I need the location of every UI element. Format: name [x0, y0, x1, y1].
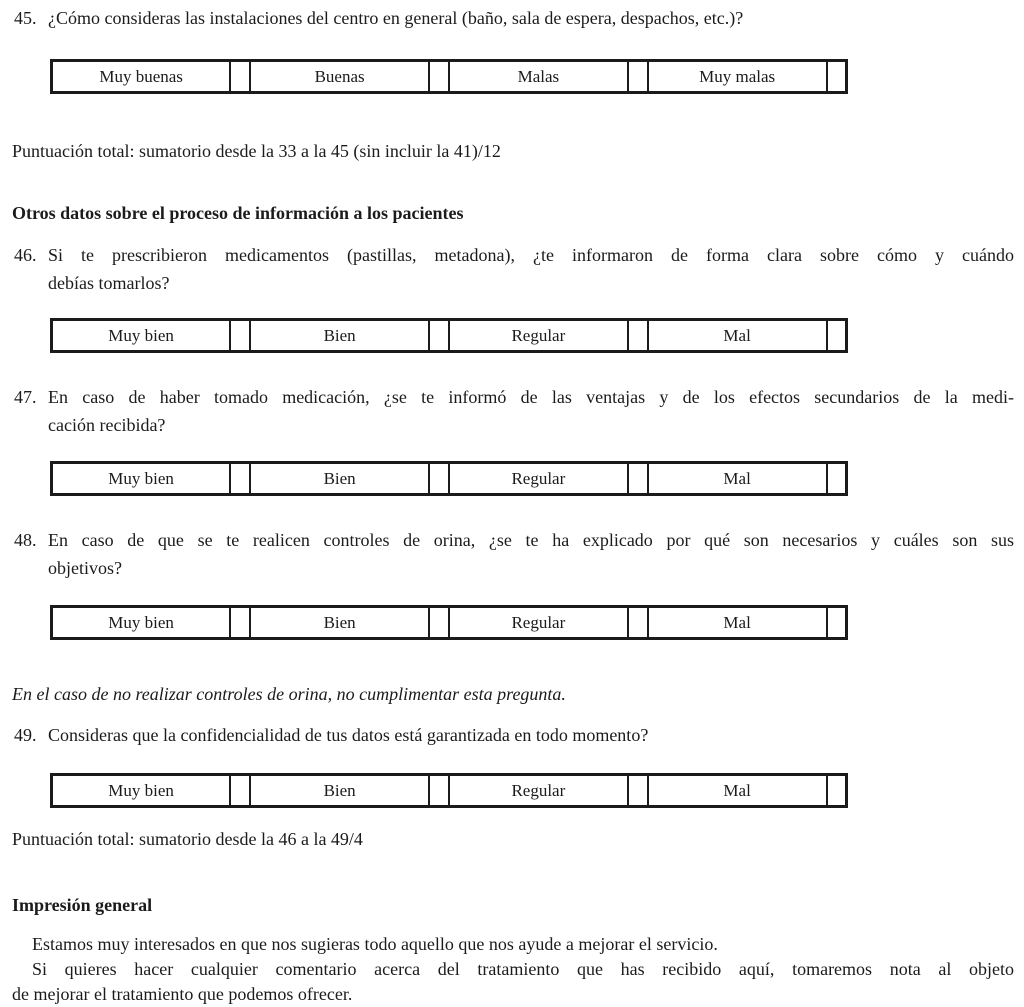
option-label: Muy bien — [52, 320, 231, 352]
closing-paragraph-2-line1: Si quieres hacer cualquier comentario acerca del tratamiento que has recibido aquí, tomaremos nota al objeto — [32, 959, 1014, 979]
question-46-text-line1: Si te prescribieron medicamentos (pastillas, metadona), ¿te informaron de forma clara sobre cómo y cuándo — [48, 245, 1014, 265]
question-47-text-line1: En caso de haber tomado medicación, ¿se te informó de las ventajas y de los efectos secundarios de la medi- — [48, 387, 1014, 407]
section-heading-general-impression: Impresión general — [12, 895, 153, 915]
question-45-options-table — [50, 59, 848, 94]
answer-box — [628, 775, 648, 807]
question-48 — [12, 526, 1014, 582]
answer-box — [827, 463, 847, 495]
answer-box — [230, 463, 250, 495]
option-label: Mal — [648, 607, 827, 639]
option-label: Regular — [449, 607, 628, 639]
answer-box — [230, 775, 250, 807]
question-49 — [12, 721, 1014, 749]
question-47-options-table — [50, 461, 848, 496]
question-48-options-table — [50, 605, 848, 640]
question-46-options-table — [50, 318, 848, 353]
question-48-text-line2: objetivos? — [48, 558, 122, 578]
option-label: Bien — [250, 607, 429, 639]
answer-box — [827, 320, 847, 352]
closing-paragraph-2-line2: de mejorar el tratamiento que podemos ofrecer. — [12, 984, 353, 1004]
question-48-number: 48. — [14, 530, 37, 550]
section-heading-other-data: Otros datos sobre el proceso de información a los pacientes — [12, 203, 464, 223]
question-45-number: 45. — [14, 8, 37, 28]
option-label: Mal — [648, 775, 827, 807]
answer-box — [827, 607, 847, 639]
option-label: Muy buenas — [52, 61, 231, 93]
question-45 — [12, 4, 1014, 32]
answer-box — [628, 320, 648, 352]
answer-box — [230, 320, 250, 352]
skip-note: En el caso de no realizar controles de orina, no cumplimentar esta pregunta. — [12, 684, 566, 704]
score-note-2: Puntuación total: sumatorio desde la 46 a la 49/4 — [12, 829, 363, 849]
closing-paragraph-1: Estamos muy interesados en que nos sugieras todo aquello que nos ayude a mejorar el servicio. — [32, 934, 718, 954]
answer-box — [429, 463, 449, 495]
options-row — [52, 463, 847, 495]
answer-box — [429, 775, 449, 807]
question-48-text-line1: En caso de que se te realicen controles de orina, ¿se te ha explicado por qué son necesarios y cuáles son sus — [48, 530, 1014, 550]
question-47-number: 47. — [14, 387, 37, 407]
option-label: Bien — [250, 463, 429, 495]
question-47 — [12, 383, 1014, 439]
option-label: Regular — [449, 320, 628, 352]
option-label: Buenas — [250, 61, 429, 93]
question-45-text: ¿Cómo consideras las instalaciones del centro en general (baño, sala de espera, despachos, etc.)? — [48, 8, 744, 28]
answer-box — [429, 607, 449, 639]
answer-box — [230, 61, 250, 93]
option-label: Mal — [648, 320, 827, 352]
option-label: Muy bien — [52, 463, 231, 495]
option-label: Regular — [449, 463, 628, 495]
options-row — [52, 320, 847, 352]
answer-box — [429, 61, 449, 93]
answer-box — [628, 607, 648, 639]
options-row — [52, 775, 847, 807]
option-label: Muy bien — [52, 607, 231, 639]
option-label: Regular — [449, 775, 628, 807]
question-49-number: 49. — [14, 725, 37, 745]
answer-box — [827, 61, 847, 93]
answer-box — [628, 463, 648, 495]
option-label: Muy bien — [52, 775, 231, 807]
answer-box — [429, 320, 449, 352]
answer-box — [827, 775, 847, 807]
question-46 — [12, 241, 1014, 297]
question-46-number: 46. — [14, 245, 37, 265]
question-49-text: Consideras que la confidencialidad de tus datos está garantizada en todo momento? — [48, 725, 649, 745]
option-label: Bien — [250, 775, 429, 807]
option-label: Malas — [449, 61, 628, 93]
options-row — [52, 607, 847, 639]
options-row — [52, 61, 847, 93]
question-47-text-line2: cación recibida? — [48, 415, 166, 435]
answer-box — [230, 607, 250, 639]
option-label: Mal — [648, 463, 827, 495]
question-46-text-line2: debías tomarlos? — [48, 273, 170, 293]
option-label: Bien — [250, 320, 429, 352]
closing-text — [12, 932, 1014, 1007]
answer-box — [628, 61, 648, 93]
option-label: Muy malas — [648, 61, 827, 93]
question-49-options-table — [50, 773, 848, 808]
score-note-1: Puntuación total: sumatorio desde la 33 a la 45 (sin incluir la 41)/12 — [12, 141, 501, 161]
